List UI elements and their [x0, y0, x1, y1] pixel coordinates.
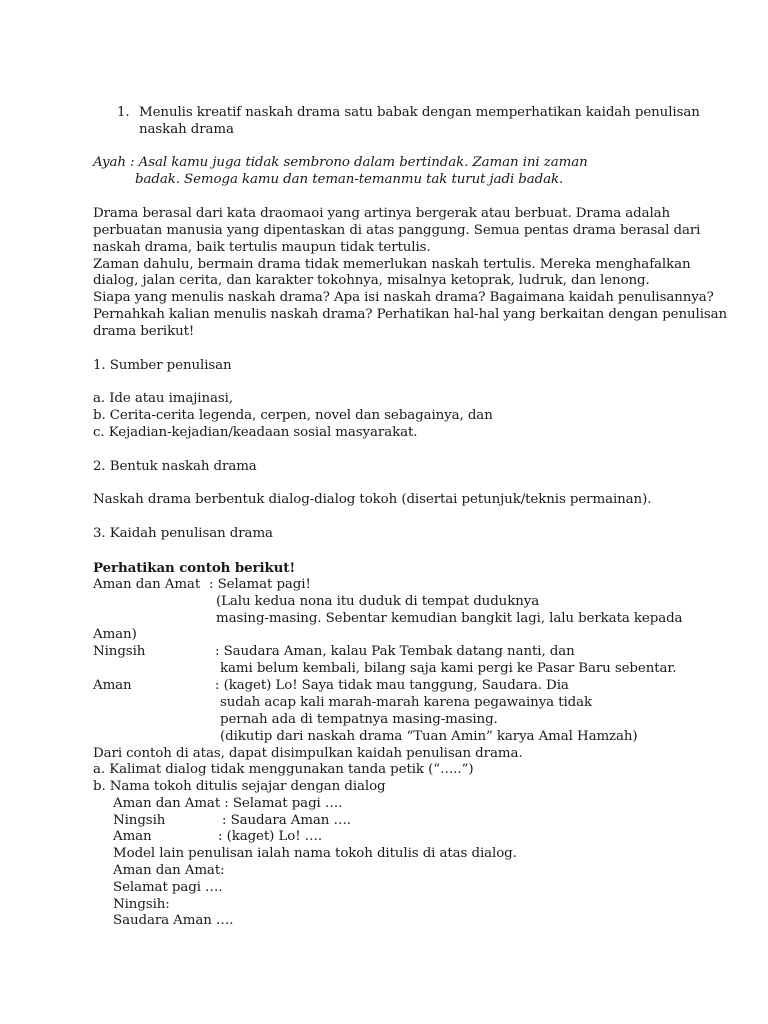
- model-line: Aman dan Amat:: [113, 863, 225, 878]
- intro-line: drama berikut!: [93, 324, 195, 339]
- example-heading: Perhatikan contoh berikut!: [93, 560, 296, 576]
- section-2-title: 2. Bentuk naskah drama: [93, 459, 257, 474]
- dialog-line: : (kaget) Lo! Saya tidak mau tanggung, Saudara. Dia: [215, 678, 569, 693]
- speaker-name: Aman: [93, 678, 132, 693]
- dialog-line: masing-masing. Sebentar kemudian bangkit lagi, lalu berkata kepada: [216, 611, 683, 626]
- heading-line-1: Menulis kreatif naskah drama satu babak dengan memperhatikan kaidah penulisan: [139, 105, 700, 120]
- model-line: Ningsih:: [113, 897, 170, 912]
- speaker-name: Aman dan Amat: [93, 577, 201, 592]
- citation: (dikutip dari naskah drama “Tuan Amin” karya Amal Hamzah): [220, 729, 638, 744]
- section-3-title: 3. Kaidah penulisan drama: [93, 526, 273, 541]
- section-1-item: a. Ide atau imajinasi,: [93, 391, 233, 406]
- section-1-title: 1. Sumber penulisan: [93, 358, 232, 373]
- dialog-line: pernah ada di tempatnya masing-masing.: [220, 712, 498, 727]
- dialog-line: (Lalu kedua nona itu duduk di tempat duduknya: [216, 594, 540, 609]
- heading-line-2: naskah drama: [139, 122, 234, 137]
- heading-number: 1.: [117, 105, 130, 120]
- speaker-name: Aman: [113, 829, 152, 844]
- section-1-item: b. Cerita-cerita legenda, cerpen, novel dan sebagainya, dan: [93, 408, 493, 423]
- speaker-name: Ningsih: [113, 813, 166, 828]
- dialog-line: : Saudara Aman, kalau Pak Tembak datang nanti, dan: [215, 644, 575, 659]
- dialog-line: kami belum kembali, bilang saja kami pergi ke Pasar Baru sebentar.: [220, 661, 677, 676]
- conclusion-intro: Dari contoh di atas, dapat disimpulkan kaidah penulisan drama.: [93, 746, 523, 761]
- dialog-line: sudah acap kali marah-marah karena pegawainya tidak: [220, 695, 593, 710]
- intro-line: naskah drama, baik tertulis maupun tidak tertulis.: [93, 240, 431, 255]
- model-note: Model lain penulisan ialah nama tokoh ditulis di atas dialog.: [113, 846, 517, 861]
- intro-line: Zaman dahulu, bermain drama tidak memerlukan naskah tertulis. Mereka menghafalkan: [93, 257, 691, 272]
- model-line: Saudara Aman ….: [113, 913, 234, 928]
- quote-line-1: Ayah : Asal kamu juga tidak sembrono dalam bertindak. Zaman ini zaman: [93, 155, 588, 170]
- example-line: Aman dan Amat : Selamat pagi ….: [113, 796, 343, 811]
- example-line: : (kaget) Lo! ….: [218, 829, 323, 844]
- quote-line-2: badak. Semoga kamu dan teman-temanmu tak turut jadi badak.: [135, 172, 564, 187]
- intro-line: Siapa yang menulis naskah drama? Apa isi naskah drama? Bagaimana kaidah penulisannya?: [93, 290, 714, 305]
- intro-line: perbuatan manusia yang dipentaskan di atas panggung. Semua pentas drama berasal dari: [93, 223, 701, 238]
- dialog-line: Aman): [93, 627, 137, 642]
- intro-line: Drama berasal dari kata draomaoi yang artinya bergerak atau berbuat. Drama adalah: [93, 206, 671, 221]
- intro-line: Pernahkah kalian menulis naskah drama? Perhatikan hal-hal yang berkaitan dengan penulisan: [93, 307, 728, 322]
- example-line: : Saudara Aman ….: [222, 813, 351, 828]
- section-2-body: Naskah drama berbentuk dialog-dialog tokoh (disertai petunjuk/teknis permainan).: [93, 492, 652, 507]
- intro-line: dialog, jalan cerita, dan karakter tokohnya, misalnya ketoprak, ludruk, dan lenong.: [93, 273, 650, 288]
- conclusion-item-a: a. Kalimat dialog tidak menggunakan tanda petik (“…..”): [93, 762, 474, 777]
- section-1-item: c. Kejadian-kejadian/keadaan sosial masyarakat.: [93, 425, 418, 440]
- speaker-name: Ningsih: [93, 644, 146, 659]
- conclusion-item-b: b. Nama tokoh ditulis sejajar dengan dialog: [93, 779, 386, 794]
- model-line: Selamat pagi ….: [113, 880, 223, 895]
- dialog-line: : Selamat pagi!: [209, 577, 311, 592]
